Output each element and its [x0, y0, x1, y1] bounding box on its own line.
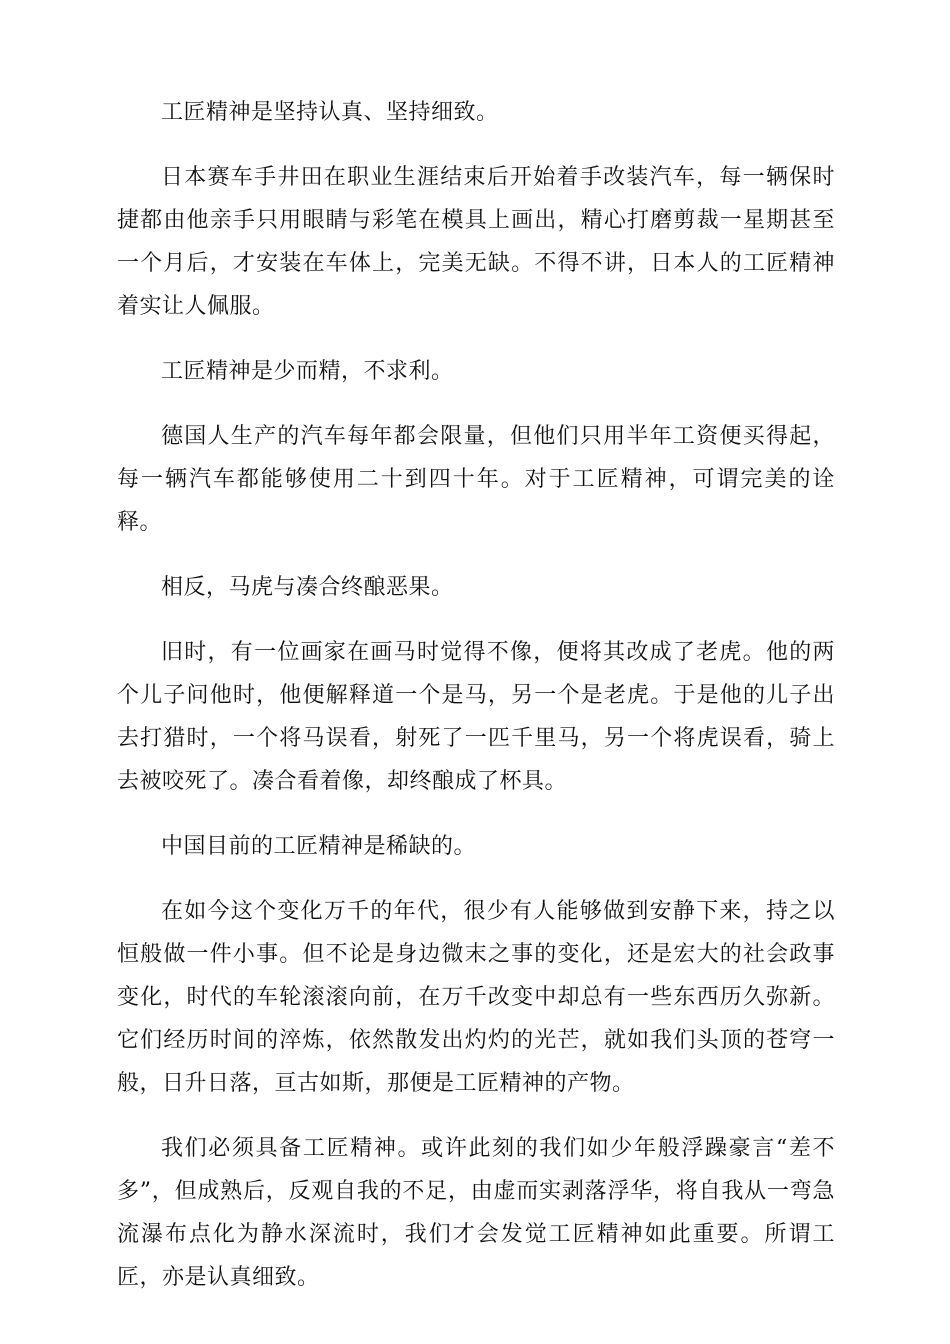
paragraph-6: 旧时，有一位画家在画马时觉得不像，便将其改成了老虎。他的两个儿子问他时，他便解释道一个是马，另一个是老虎。于是他的儿子出去打猎时，一个将马误看，射死了一匹千里马，另一个将虎误看，骑上去被咬死了。凑合看着像，却终酿成了杯具。	[117, 640, 835, 794]
paragraph-4: 德国人生产的汽车每年都会限量，但他们只用半年工资便买得起，每一辆汽车都能够使用二十到四十年。对于工匠精神，可谓完美的诠释。	[117, 424, 835, 535]
paragraph-8: 在如今这个变化万千的年代，很少有人能够做到安静下来，持之以恒般做一件小事。但不论是身边微末之事的变化，还是宏大的社会政事变化，时代的车轮滚滚向前，在万千改变中却总有一些东西历久弥新。它们经历时间的淬炼，依然散发出灼灼的光芒，就如我们头顶的苍穹一般，日升日落，亘古如斯，那便是工匠精神的产物。	[117, 899, 835, 1096]
paragraph-3: 工匠精神是少而精，不求利。	[161, 359, 454, 384]
paragraph-2: 日本赛车手井田在职业生涯结束后开始着手改装汽车，每一辆保时捷都由他亲手只用眼睛与彩笔在模具上画出，精心打磨剪裁一星期甚至一个月后，才安装在车体上，完美无缺。不得不讲，日本人的工匠精神着实让人佩服。	[117, 165, 835, 319]
document-body	[117, 91, 835, 1321]
paragraph-7: 中国目前的工匠精神是稀缺的。	[161, 834, 477, 859]
paragraph-1: 工匠精神是坚持认真、坚持细致。	[161, 100, 499, 125]
paragraph-9: 我们必须具备工匠精神。或许此刻的我们如少年般浮躁豪言“差不多”，但成熟后，反观自我的不足，由虚而实剥落浮华，将自我从一弯急流瀑布点化为静水深流时，我们才会发觉工匠精神如此重要。所谓工匠，亦是认真细致。	[117, 1136, 835, 1290]
paragraph-5: 相反，马虎与凑合终酿恶果。	[161, 575, 454, 600]
